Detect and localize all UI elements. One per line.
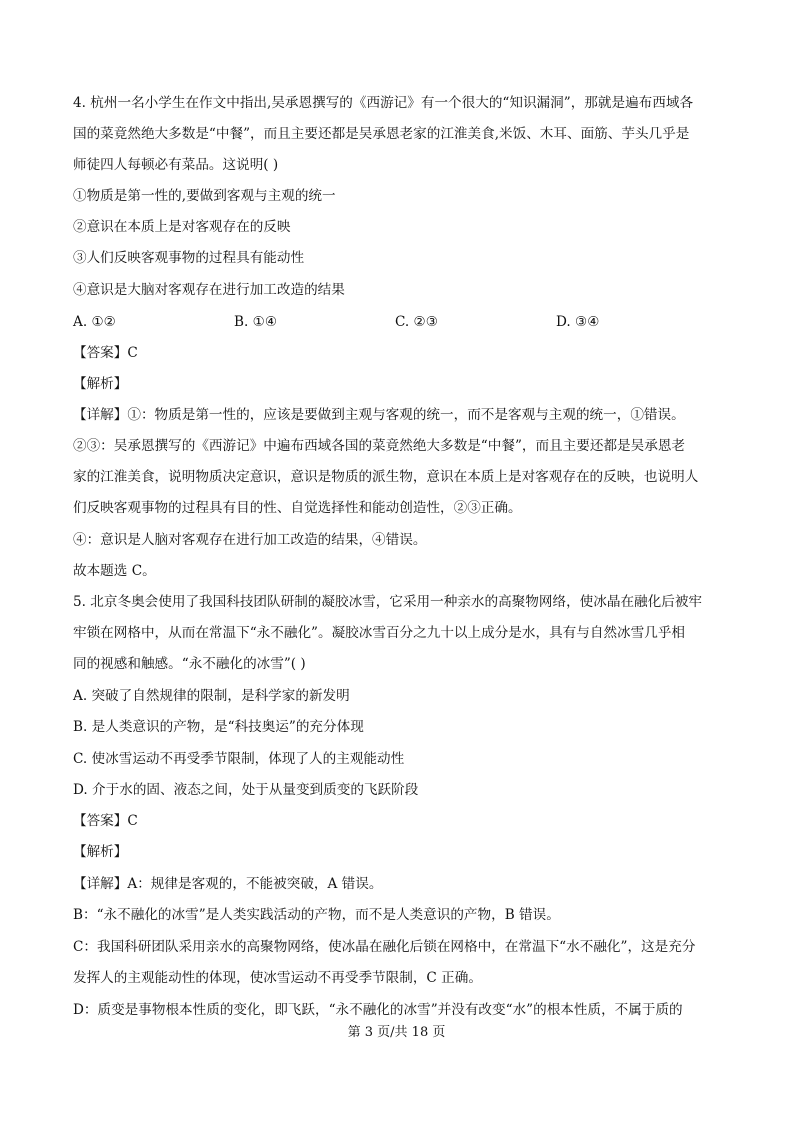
q5-stem-line-3: 同的视感和触感。“永不融化的冰雪”( ) [73, 656, 306, 672]
q4-item-2: ②意识在本质上是对客观存在的反映 [73, 219, 291, 235]
q4-stem-line-1: 4. 杭州一名小学生在作文中指出,吴承恩撰写的《西游记》有一个很大的“知识漏洞”，那就是遍布西域各 [73, 95, 694, 111]
q5-detail-line-3: C：我国科研团队采用亲水的高聚物网络，使冰晶在融化后锁在网格中，在常温下“水不融化”，这是充分 [73, 939, 696, 955]
page-number-footer: 第 3 页/共 18 页 [347, 1025, 446, 1040]
q5-option-c: C. 使冰雪运动不再受季节限制，体现了人的主观能动性 [73, 751, 405, 767]
q5-analysis-label: 【解析】 [73, 844, 128, 860]
q4-detail-line-6: 故本题选 C。 [73, 563, 156, 579]
q5-detail-line-1: 【详解】A：规律是客观的，不能被突破，A 错误。 [73, 876, 383, 892]
q5-option-a: A. 突破了自然规律的限制，是科学家的新发明 [73, 688, 350, 704]
q4-option-c: C. ②③ [395, 314, 438, 330]
q4-stem-line-3: 师徒四人每顿必有菜品。这说明( ) [73, 157, 279, 173]
q5-detail-line-2: B：“永不融化的冰雪”是人类实践活动的产物，而不是人类意识的产物，B 错误。 [73, 907, 560, 923]
q4-detail-line-1: 【详解】①：物质是第一性的，应该是要做到主观与客观的统一，而不是客观与主观的统一，①错误。 [73, 407, 685, 423]
q4-option-a: A. ①② [73, 314, 116, 330]
q4-detail-line-5: ④：意识是人脑对客观存在进行加工改造的结果，④错误。 [73, 532, 427, 548]
q4-option-b: B. ①④ [234, 314, 278, 330]
q4-analysis-label: 【解析】 [73, 376, 128, 392]
q5-detail-line-5: D：质变是事物根本性质的变化，即飞跃，“永不融化的冰雪”并没有改变“水”的根本性质，不属于质的 [73, 1002, 683, 1018]
q5-option-d: D. 介于水的固、液态之间，处于从量变到质变的飞跃阶段 [73, 782, 419, 798]
q4-detail-line-4: 们反映客观事物的过程具有目的性、自觉选择性和能动创造性，②③正确。 [73, 500, 522, 516]
q5-stem-line-2: 牢锁在网格中，从而在常温下“永不融化”。凝胶冰雪百分之九十以上成分是水，具有与自然冰雪几乎相 [73, 625, 686, 641]
q4-detail-line-2: ②③：吴承恩撰写的《西游记》中遍布西域各国的菜竟然绝大多数是“中餐”，而且主要还都是吴承恩老 [73, 438, 686, 454]
q5-stem-line-1: 5. 北京冬奥会使用了我国科技团队研制的凝胶冰雪，它采用一种亲水的高聚物网络，使冰晶在融化后被牢 [73, 594, 703, 610]
q4-answer: 【答案】C [73, 345, 138, 361]
q5-answer: 【答案】C [73, 813, 138, 829]
q4-item-1: ①物质是第一性的,要做到客观与主观的统一 [73, 188, 336, 204]
q5-option-b: B. 是人类意识的产物，是“科技奥运”的充分体现 [73, 719, 364, 735]
q4-item-3: ③人们反映客观事物的过程具有能动性 [73, 250, 305, 266]
q5-detail-line-4: 发挥人的主观能动性的体现，使冰雪运动不再受季节限制，C 正确。 [73, 970, 482, 986]
q4-option-d: D. ③④ [556, 314, 600, 330]
q4-detail-line-3: 家的江淮美食，说明物质决定意识，意识是物质的派生物，意识在本质上是对客观存在的反映，也说明人 [73, 469, 699, 485]
q4-stem-line-2: 国的菜竟然绝大多数是“中餐”，而且主要还都是吴承恩老家的江淮美食,米饭、木耳、面筋、芋头几乎是 [73, 126, 690, 142]
q4-item-4: ④意识是大脑对客观存在进行加工改造的结果 [73, 282, 345, 298]
